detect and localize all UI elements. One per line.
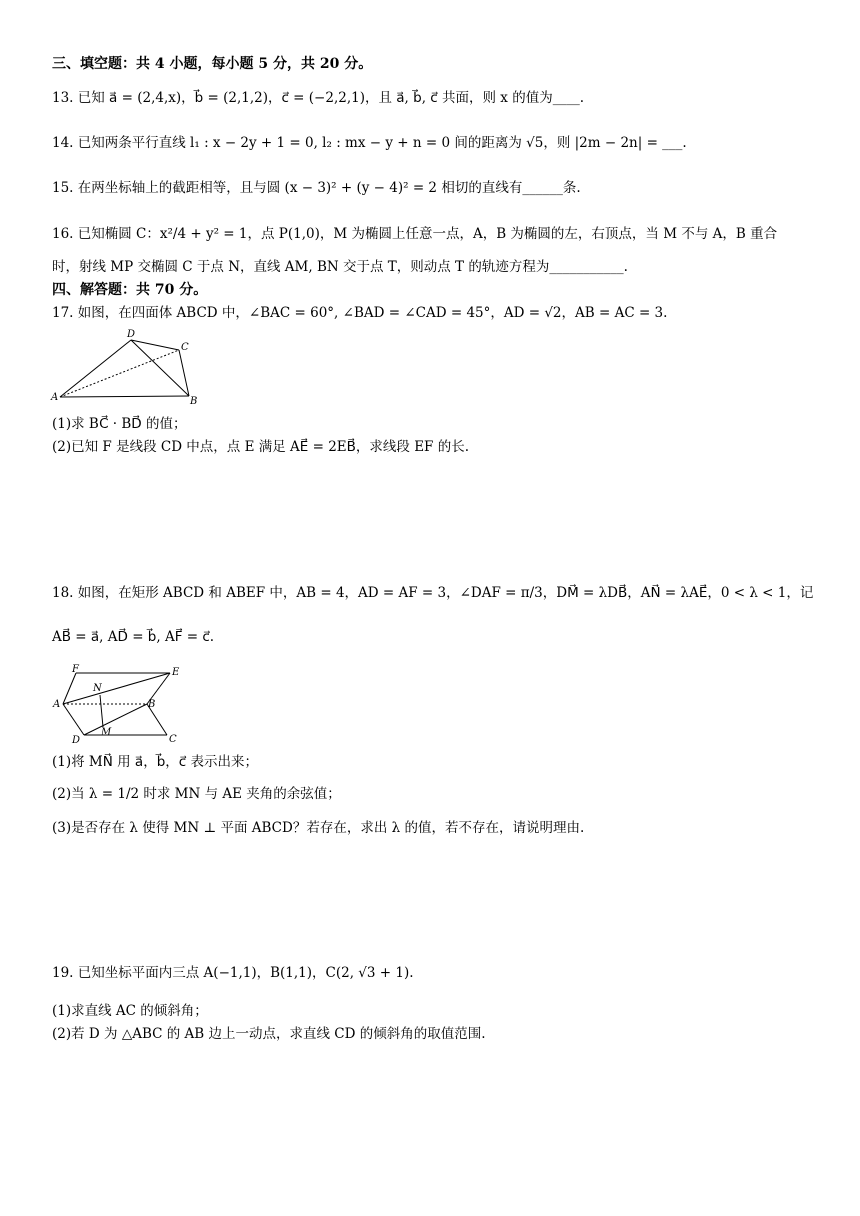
question-17: 17. 如图，在四面体 ABCD 中，∠BAC = 60°, ∠BAD = ∠CAD = 45°，AD = √2，AB = AC = 3. — [52, 305, 668, 321]
question-16-line-2: 时，射线 MP 交椭圆 C 于点 N，直线 AM, BN 交于点 T，则动点 T 的轨迹方程为___________. — [52, 259, 628, 275]
question-16-line-1: 16. 已知椭圆 C：x²/4 + y² = 1，点 P(1,0)，M 为椭圆上任意一点，A，B 为椭圆的左，右顶点，当 M 不与 A，B 重合 — [52, 226, 778, 242]
edge-cb — [179, 350, 189, 396]
question-18-part-1: (1)将 MN⃗ 用 a⃗，b⃗，c⃗ 表示出来； — [52, 754, 258, 770]
edge-ad — [60, 340, 131, 397]
label-f: F — [72, 664, 79, 675]
section-3-heading: 三、填空题：共 4 小题，每小题 5 分，共 20 分。 — [52, 56, 373, 72]
question-19-part-2: (2)若 D 为 △ABC 的 AB 边上一动点，求直线 CD 的倾斜角的取值范围. — [52, 1026, 486, 1042]
label-c: C — [169, 734, 177, 745]
label-b: B — [190, 396, 198, 407]
question-14: 14. 已知两条平行直线 l₁ : x − 2y + 1 = 0, l₂ : mx − y + n = 0 间的距离为 √5，则 |2m − 2n| = ___. — [52, 135, 687, 151]
rectangles-figure — [50, 664, 190, 746]
edge-ab — [60, 396, 189, 397]
label-d: D — [127, 329, 136, 340]
question-18-line-1: 18. 如图，在矩形 ABCD 和 ABEF 中，AB = 4，AD = AF = 3，∠DAF = π/3，DM⃗ = λDB⃗，AN⃗ = λAE⃗，0 < λ < 1，记 — [52, 585, 814, 601]
label-n: N — [93, 683, 102, 694]
question-18-part-3: (3)是否存在 λ 使得 MN ⊥ 平面 ABCD？若存在，求出 λ 的值，若不存在，请说明理由. — [52, 820, 585, 836]
question-19-part-1: (1)求直线 AC 的倾斜角； — [52, 1003, 208, 1019]
label-a: A — [53, 699, 61, 710]
label-a: A — [51, 392, 59, 403]
label-d: D — [72, 735, 81, 746]
label-m: M — [101, 727, 112, 738]
question-17-part-2: (2)已知 F 是线段 CD 中点，点 E 满足 AE⃗ = 2EB⃗，求线段 EF 的长. — [52, 439, 470, 455]
question-13: 13. 已知 a⃗ = (2,4,x)，b⃗ = (2,1,2)，c⃗ = (−2,2,1)，且 a⃗, b⃗, c⃗ 共面，则 x 的值为____. — [52, 90, 584, 106]
label-e: E — [172, 667, 180, 678]
section-4-heading: 四、解答题：共 70 分。 — [52, 282, 208, 298]
edge-ad — [63, 704, 84, 735]
label-b: B — [148, 699, 156, 710]
label-c: C — [181, 342, 189, 353]
question-17-part-1: (1)求 BC⃗ · BD⃗ 的值； — [52, 416, 187, 432]
tetrahedron-figure — [50, 326, 210, 410]
edge-ac-hidden — [60, 350, 179, 397]
question-18-line-2: AB⃗ = a⃗, AD⃗ = b⃗, AF⃗ = c⃗. — [52, 629, 215, 645]
edge-db — [84, 704, 147, 735]
question-18-part-2: (2)当 λ = 1/2 时求 MN 与 AE 夹角的余弦值； — [52, 786, 341, 802]
segment-mn — [100, 695, 103, 727]
question-19: 19. 已知坐标平面内三点 A(−1,1)，B(1,1)，C(2, √3 + 1). — [52, 965, 414, 981]
edge-dc — [131, 340, 179, 350]
question-15: 15. 在两坐标轴上的截距相等，且与圆 (x − 3)² + (y − 4)² = 2 相切的直线有______条. — [52, 180, 581, 196]
edge-af — [63, 673, 76, 704]
